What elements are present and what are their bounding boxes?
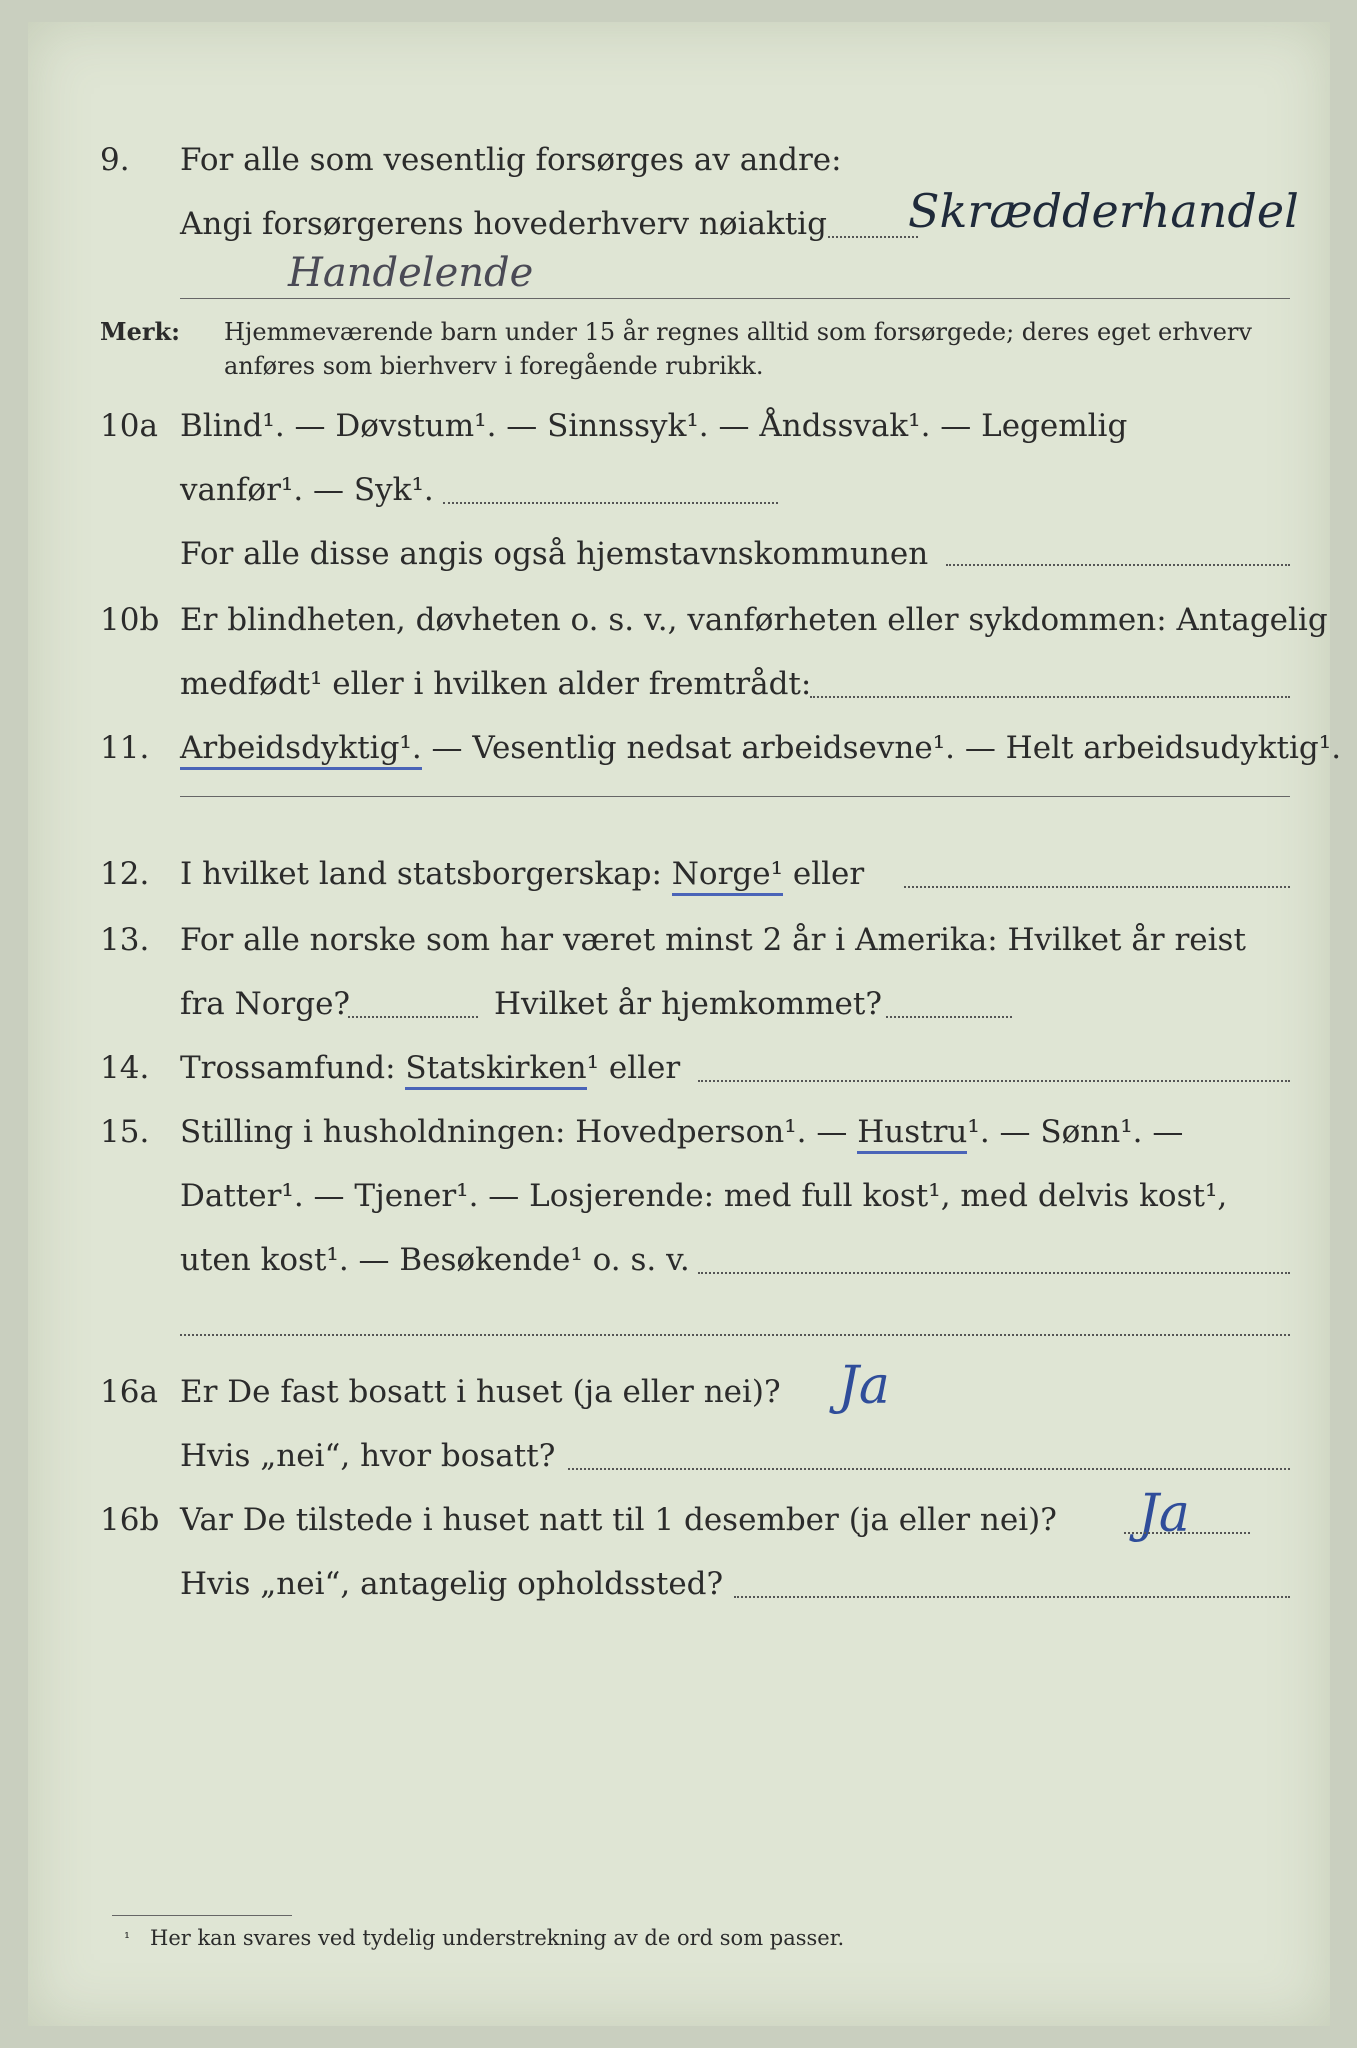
q9-number: 9. [100,142,130,178]
q13-number: 13. [100,922,150,958]
census-form-page [28,22,1342,2026]
q16b-question: Var De tilstede i huset natt til 1 desember (ja eller nei)? [180,1502,1057,1538]
q10a-home-municipality: For alle disse angis også hjemstavnskommunen [180,536,929,572]
q12-answer-line [904,886,1290,888]
q9-question-line2: Angi forsørgerens hovederhverv nøiaktig [180,206,827,242]
footnote-text: Her kan svares ved tydelig understrekning av de ord som passer. [150,1926,845,1950]
q15-options-line3: uten kost¹. — Besøkende¹ o. s. v. [180,1242,690,1278]
merk-note-line1: Hjemmeværende barn under 15 år regnes alltid som forsørgede; deres eget erhverv [224,318,1252,346]
q15-text [180,1112,1183,1152]
q10a-answer-line [443,502,778,504]
q9-handwritten-answer-2: Handelende [288,250,534,296]
q14-answer-line [698,1080,1290,1082]
q15-question: Stilling i husholdningen: Hovedperson¹. — [180,1114,858,1150]
q14-option-statskirken[interactable]: Statskirken [405,1050,586,1090]
q10b-number: 10b [100,602,160,638]
merk-label: Merk: [100,317,180,346]
q15-options-line2: Datter¹. — Tjener¹. — Losjerende: med full kost¹, med delvis kost¹, [180,1178,1228,1214]
q13-left-norway: fra Norge? [180,986,351,1022]
q16b-answer-leader [1124,1532,1250,1534]
q14-question: Trossamfund: [180,1050,406,1086]
q13-question: For alle norske som har været minst 2 år i Amerika: Hvilket år reist [180,922,1246,958]
q13-left-year-line [348,1016,478,1018]
q9-answer-leader [828,236,918,238]
q13-returned: Hvilket år hjemkommet? [494,986,882,1022]
q12-option-norge[interactable]: Norge¹ [672,856,783,896]
q12-eller: eller [783,856,865,892]
q10a-options: Blind¹. — Døvstum¹. — Sinnssyk¹. — Åndssvak¹. — Legemlig [180,408,1128,444]
q12-text [180,854,864,894]
q16a-where: Hvis „nei“, hvor bosatt? [180,1438,556,1474]
q9-handwritten-answer: Skrædderhandel [908,184,1299,238]
q11-option-arbeidsdyktig[interactable]: Arbeidsdyktig¹. [180,730,422,770]
q12-number: 12. [100,856,150,892]
q16b-where: Hvis „nei“, antagelig opholdssted? [180,1566,724,1602]
q11-number: 11. [100,730,150,766]
q16a-number: 16a [100,1374,158,1410]
q15-answer-line-2 [180,1334,1290,1336]
q10a-options-line2: vanfør¹. — Syk¹. [180,472,434,508]
q16b-answer-line [734,1596,1290,1598]
q10a-municipality-line [946,564,1290,566]
footnote-mark: ¹ [124,1929,131,1947]
q16b-handwritten-answer: Ja [1138,1484,1190,1544]
q16a-answer-line [568,1468,1290,1470]
q14-number: 14. [100,1050,150,1086]
q11-other-options: — Vesentlig nedsat arbeidsevne¹. — Helt arbeidsudyktig¹. [421,730,1342,766]
merk-note-line2: anføres som bierhverv i foregående rubrikk. [224,352,764,380]
q10b-answer-line [810,696,1290,698]
q16a-handwritten-answer: Ja [838,1356,890,1416]
q12-question: I hvilket land statsborgerskap: [180,856,672,892]
q13-return-year-line [886,1016,1012,1018]
q16a-question: Er De fast bosatt i huset (ja eller nei)? [180,1374,781,1410]
q10b-question-line2: medfødt¹ eller i hvilken alder fremtrådt: [180,666,812,702]
q9-answer-line [180,298,1290,299]
q14-eller: ¹ eller [586,1050,681,1086]
q15-other-options: ¹. — Sønn¹. — [967,1114,1184,1150]
q10b-question: Er blindheten, døvheten o. s. v., vanførheten eller sykdommen: Antagelig [180,602,1328,638]
q11-text [180,728,1341,768]
q10a-number: 10a [100,408,158,444]
q14-text [180,1048,680,1088]
footnote-divider [112,1915,292,1916]
q15-answer-line [698,1272,1290,1274]
q9-question: For alle som vesentlig forsørges av andre: [180,142,842,178]
q11-answer-line [180,796,1290,797]
q15-option-hustru[interactable]: Hustru [857,1114,967,1154]
q15-number: 15. [100,1114,150,1150]
q16b-number: 16b [100,1502,160,1538]
